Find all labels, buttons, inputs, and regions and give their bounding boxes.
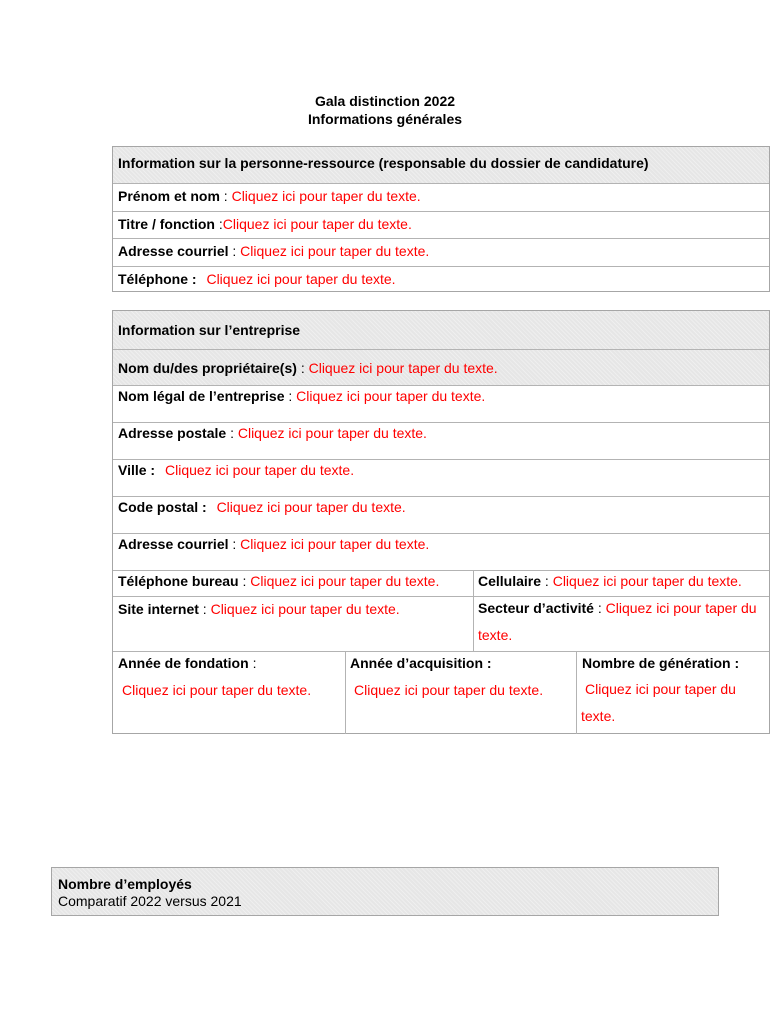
colon: : bbox=[230, 425, 234, 441]
cell-phone-cell bbox=[478, 573, 742, 589]
contact-title-row bbox=[113, 211, 769, 238]
postal-code-label: Code postal : bbox=[118, 499, 207, 515]
employees-box bbox=[51, 867, 719, 916]
contact-phone-label: Téléphone : bbox=[118, 271, 197, 287]
contact-name-field[interactable]: Cliquez ici pour taper du texte. bbox=[231, 188, 421, 204]
sector-cell bbox=[478, 595, 768, 649]
legal-name-field[interactable]: Cliquez ici pour taper du texte. bbox=[296, 388, 486, 404]
contact-title-label: Titre / fonction bbox=[118, 216, 215, 232]
city-field[interactable]: Cliquez ici pour taper du texte. bbox=[164, 462, 355, 478]
generation-field[interactable] bbox=[581, 676, 736, 730]
website-label: Site internet bbox=[118, 601, 199, 617]
sector-field-part2[interactable]: texte. bbox=[478, 627, 513, 643]
colon: : bbox=[232, 536, 237, 552]
company-legal-name-row bbox=[113, 385, 769, 422]
contact-phone-field[interactable]: Cliquez ici pour taper du texte. bbox=[206, 271, 396, 287]
acquisition-year-label: Année d’acquisition : bbox=[350, 655, 492, 671]
office-phone-label: Téléphone bureau bbox=[118, 573, 239, 589]
contact-email-label: Adresse courriel bbox=[118, 243, 229, 259]
website-field[interactable]: Cliquez ici pour taper du texte. bbox=[210, 601, 400, 617]
founding-year-cell bbox=[118, 655, 256, 671]
colon: : bbox=[597, 600, 602, 616]
colon: : bbox=[232, 243, 237, 259]
contact-email-row bbox=[113, 238, 769, 266]
owners-label: Nom du/des propriétaire(s) bbox=[118, 360, 297, 376]
cell-phone-label: Cellulaire bbox=[478, 573, 542, 589]
city-label: Ville : bbox=[118, 462, 156, 478]
acquisition-year-field[interactable]: Cliquez ici pour taper du texte. bbox=[354, 682, 544, 698]
postal-address-field[interactable]: Cliquez ici pour taper du texte. bbox=[237, 425, 427, 441]
cell-phone-field[interactable]: Cliquez ici pour taper du texte. bbox=[552, 573, 742, 589]
contact-header-label: Information sur la personne-ressource (responsable du dossier de candidature) bbox=[118, 155, 649, 171]
contact-name-label: Prénom et nom bbox=[118, 188, 220, 204]
company-header-label: Information sur l’entreprise bbox=[118, 322, 301, 338]
owners-field[interactable]: Cliquez ici pour taper du texte. bbox=[308, 360, 498, 376]
contact-phone-row bbox=[113, 266, 769, 292]
founding-year-field[interactable]: Cliquez ici pour taper du texte. bbox=[122, 682, 312, 698]
sector-field-part1[interactable]: Cliquez ici pour taper du bbox=[605, 600, 757, 616]
colon: : bbox=[544, 573, 549, 589]
contact-table bbox=[112, 146, 770, 292]
company-owners-row bbox=[113, 349, 769, 385]
document-title: Gala distinction 2022 bbox=[314, 93, 456, 109]
contact-header bbox=[113, 147, 769, 183]
company-postal-address-row bbox=[113, 422, 769, 459]
founding-year-label: Année de fondation bbox=[118, 655, 249, 671]
document-subtitle: Informations générales bbox=[307, 111, 463, 127]
acquisition-year-cell bbox=[350, 655, 492, 671]
colon: : bbox=[288, 388, 293, 404]
contact-name-row bbox=[113, 183, 769, 211]
colon: : bbox=[218, 216, 223, 232]
generation-label: Nombre de génération : bbox=[582, 655, 740, 671]
office-phone-cell bbox=[118, 573, 439, 589]
employees-title: Nombre d’employés bbox=[58, 876, 192, 892]
company-postal-code-row bbox=[113, 496, 769, 533]
colon: : bbox=[242, 573, 247, 589]
company-header bbox=[113, 311, 769, 349]
colon: : bbox=[300, 360, 305, 376]
generation-field-part1: Cliquez ici pour taper du bbox=[585, 681, 736, 697]
postal-code-field[interactable]: Cliquez ici pour taper du texte. bbox=[216, 499, 406, 515]
colon: : bbox=[223, 188, 228, 204]
company-email-row bbox=[113, 533, 769, 570]
colon: : bbox=[252, 655, 257, 671]
website-cell bbox=[118, 601, 400, 617]
legal-name-label: Nom légal de l’entreprise bbox=[118, 388, 285, 404]
generation-cell bbox=[582, 655, 739, 671]
office-phone-field[interactable]: Cliquez ici pour taper du texte. bbox=[250, 573, 440, 589]
generation-field-part2: texte. bbox=[581, 708, 616, 724]
company-email-field[interactable]: Cliquez ici pour taper du texte. bbox=[240, 536, 430, 552]
sector-label: Secteur d’activité bbox=[478, 600, 594, 616]
postal-address-label: Adresse postale bbox=[118, 425, 227, 441]
company-email-label: Adresse courriel bbox=[118, 536, 229, 552]
contact-title-field[interactable]: Cliquez ici pour taper du texte. bbox=[222, 216, 412, 232]
company-table bbox=[112, 310, 770, 734]
employees-subtitle: Comparatif 2022 versus 2021 bbox=[58, 893, 242, 909]
contact-email-field[interactable]: Cliquez ici pour taper du texte. bbox=[240, 243, 430, 259]
company-city-row bbox=[113, 459, 769, 496]
colon: : bbox=[202, 601, 207, 617]
